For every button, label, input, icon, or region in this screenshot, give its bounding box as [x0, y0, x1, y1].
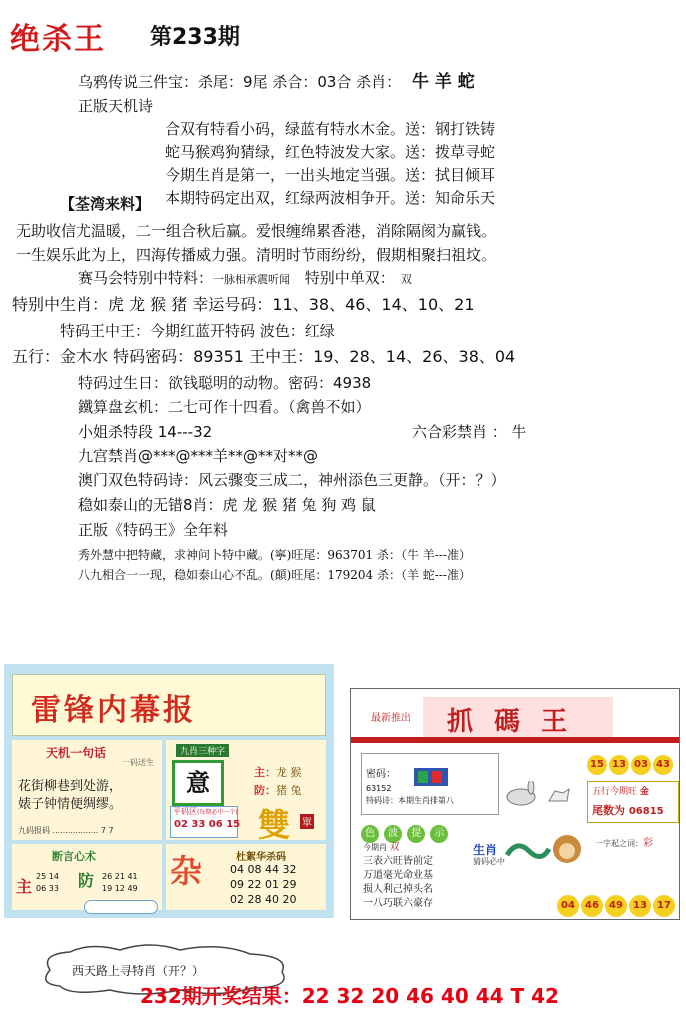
tebie-shengxiao: 特别中生肖：虎 龙 猴 猪 幸运号码：11、38、46、14、10、21 — [12, 295, 475, 314]
tishi-badge: 示 — [430, 825, 448, 843]
poem-line: 今期生肖是第一，一出头地定当强。送：拭目倾耳 — [165, 166, 496, 184]
weishu-label: 尾数为 — [592, 804, 625, 817]
yiju-label: 一字起之词： — [595, 839, 643, 848]
leifeng-title: 雷锋内幕报 — [31, 693, 196, 728]
tianji-line: 婊子钟情便绸缪。 — [18, 797, 123, 812]
pingte-box — [170, 806, 241, 838]
tianji-line: 花街柳巷到处游， — [18, 779, 123, 794]
du-rows — [230, 862, 296, 907]
tema-value: 本期生肖排第八 — [398, 796, 454, 805]
mima-label: 密码： — [366, 769, 396, 780]
bajiu-line: 八九相合一一现，稳如泰山心不乱。(顛)旺尾：179204 杀：（羊 蛇---准） — [78, 568, 471, 582]
bottom-ball: 46 — [581, 895, 603, 917]
tishi-badge: 色 — [361, 825, 379, 843]
poem-block — [165, 118, 495, 210]
zhuamawang-header — [351, 689, 679, 743]
wuhang-text: 五行今期旺 — [592, 787, 638, 797]
aomen-line: 澳门双色特码诗：风云骤变三成二，神州添色三更静。（开：？） — [78, 471, 506, 489]
dragon-icon — [505, 835, 551, 871]
tishi-badge: 波 — [384, 825, 402, 843]
top-ball: 03 — [631, 755, 651, 775]
weishu-row — [592, 802, 664, 818]
tema-label: 特码诗： — [366, 796, 398, 805]
jinqi-label: 今期肖 — [363, 843, 387, 852]
danshuang-label: 特别中单双： — [304, 269, 395, 287]
wuhang-box — [587, 781, 679, 823]
bottom-ball: 49 — [605, 895, 627, 917]
wenru-line: 稳如泰山的无错8肖：虎 龙 猴 猪 兔 狗 鸡 鼠 — [78, 496, 376, 514]
wuhang-label — [592, 784, 649, 797]
taiwan-line: 一生娱乐此为上，四海传播威力强。清明时节雨纷纷，假期相聚扫祖坟。 — [16, 246, 497, 264]
bottom-ball: 13 — [629, 895, 651, 917]
fang-value: 猪 兔 — [276, 784, 302, 797]
saima-label: 赛马会特别中特料： — [78, 269, 214, 287]
fang2-label: 防 — [78, 871, 95, 890]
tianji-poem — [18, 778, 122, 814]
top-ball: 15 — [587, 755, 607, 775]
tan-oval — [84, 900, 158, 914]
top-ball: 43 — [653, 755, 673, 775]
taiwan-line: 无助收信尤温暖，二一组合秋后赢。爱恨缠绵累香港，消除隔阂为赢钱。 — [16, 222, 497, 240]
monkey-icon — [547, 829, 587, 869]
zhengban-line: 正版《特码王》全年料 — [78, 521, 229, 539]
zhu2-nums2: 06 33 — [36, 884, 59, 893]
saima-value: 一脉相承震听闻 — [213, 273, 291, 286]
wuhang-value: 金 — [639, 787, 649, 797]
xiuwai-line: 秀外慧中把特藏，求神问卜特中藏。(寧)旺尾：963701 杀：（牛 羊---准） — [78, 548, 471, 562]
poem-line: 本期特码定出双，红绿两波相争开。送：知命乐天 — [165, 189, 496, 207]
sheng-label: 生肖 — [473, 843, 498, 857]
fang2-nums2: 19 12 49 — [102, 884, 138, 893]
leifeng-panel — [4, 664, 334, 918]
right-poem-line: 三表六旺皆前定 — [363, 856, 433, 867]
liuhe-line: 六合彩禁肖 ： 牛 — [412, 423, 527, 441]
poem-title: 正版天机诗 — [78, 97, 154, 115]
cai-char: 杂 — [170, 852, 203, 890]
tiesuan-line: 鐵算盘玄机：二七可作十四看。（禽兽不如） — [78, 398, 371, 416]
du-row: 09 22 01 29 — [230, 878, 297, 891]
jinqi-value: 双 — [389, 842, 400, 853]
yi-box — [166, 740, 326, 844]
tianji-tiny: 九码报码 .................. 7 7 — [18, 826, 114, 835]
fang2-nums1: 26 21 41 — [102, 872, 138, 881]
zhu-row — [254, 764, 302, 780]
tianji-box — [12, 740, 162, 840]
sheng-sub: 猜码必中 — [473, 857, 505, 866]
pingte-nums: 02 33 06 15 — [174, 819, 241, 830]
zuixin-label: 最新推出 — [371, 713, 411, 724]
du-title: 杜絮华杀码 — [236, 852, 286, 863]
bottom-ball: 04 — [557, 895, 579, 917]
top-ball: 13 — [609, 755, 629, 775]
yi-label: 九肖三种字 — [176, 744, 229, 757]
jiugong-line: 九宫禁肖@***@***羊**@**对**@ — [78, 447, 319, 465]
taiwan-block — [16, 219, 496, 267]
temawang-line: 特码王中王：今期红蓝开特码 波色：红绿 — [60, 322, 335, 340]
poem-line: 合双有特看小码，绿蓝有特水木金。送：钢打铁铸 — [165, 120, 496, 138]
duanyan-title: 断言心术 — [52, 850, 96, 863]
result-line: 232期开奖结果：22 32 20 46 40 44 T 42 — [140, 984, 559, 1008]
saima-line — [78, 268, 412, 290]
horse-icon — [547, 785, 571, 805]
du-row: 04 08 44 32 — [230, 863, 297, 876]
pingte-title — [171, 807, 237, 818]
taiwan-title: 【荃湾来料】 — [60, 195, 151, 213]
page-title: 绝杀王 — [10, 22, 106, 57]
mima-value: 63152 — [366, 784, 392, 793]
right-poem — [363, 855, 433, 911]
weishu-value: 06815 — [628, 806, 664, 817]
guosheng-line: 特码过生日：欲钱聪明的动物。密码：4938 — [78, 374, 372, 392]
tema-row — [366, 796, 454, 806]
wuxing-line: 五行：金木水 特码密码：89351 王中王：19、28、14、26、38、04 — [12, 347, 516, 366]
zhuamawang-title: 抓 碼 王 — [447, 707, 574, 737]
yi-char: 意 — [172, 760, 224, 806]
wuya-text: 乌鸦传说三件宝：杀尾：9尾 杀合：03合 杀肖： — [78, 73, 402, 91]
fang-label: 防： — [254, 784, 276, 797]
zhu-value: 龙 猴 — [276, 766, 302, 779]
du-box — [166, 844, 326, 910]
tishi-row — [361, 821, 448, 843]
danshuang-value: 双 — [400, 273, 412, 286]
fang-row — [254, 782, 302, 798]
shuang-char: 雙 — [258, 806, 291, 844]
right-poem-line: 一八巧联六豪存 — [363, 898, 433, 909]
leifeng-title-box — [12, 674, 326, 736]
yiju-row — [595, 839, 653, 849]
poem-line: 蛇马猴鸡狗猜绿，红色特波发大家。送：拨草寻蛇 — [165, 143, 496, 161]
dan-char: 單 — [300, 814, 314, 829]
tishi-badge: 提 — [407, 825, 425, 843]
pingte-note: (每期必中一个) — [197, 809, 238, 816]
pingte-label: 平码区 — [173, 807, 197, 816]
logo-icon — [414, 768, 448, 786]
zhu2-label: 主 — [16, 877, 33, 896]
tianji-title: 天机一句话 — [46, 746, 107, 760]
jinqi-row — [363, 843, 400, 853]
yiju-value: 彩 — [643, 838, 653, 849]
zhu2-nums1: 25 14 — [36, 872, 59, 881]
issue-number: 第233期 — [150, 25, 240, 50]
du-row: 02 28 40 20 — [230, 893, 297, 906]
right-poem-line: 万道毫光命业基 — [363, 870, 433, 881]
tianji-sub: 一码送生 — [122, 758, 154, 767]
rabbit-icon — [501, 781, 541, 807]
cloud-text: 西天路上寻特肖（开？） — [72, 964, 205, 978]
xiaojie-line: 小姐杀特段 14---32 — [78, 423, 213, 441]
right-poem-line: 损人利己掉头名 — [363, 884, 433, 895]
wuya-line — [78, 72, 475, 92]
zhuamawang-panel — [350, 688, 680, 920]
wuya-zodiac: 牛 羊 蛇 — [411, 72, 475, 92]
mima-box — [361, 753, 499, 815]
bottom-ball: 17 — [653, 895, 675, 917]
zhu-label: 主： — [254, 766, 276, 779]
